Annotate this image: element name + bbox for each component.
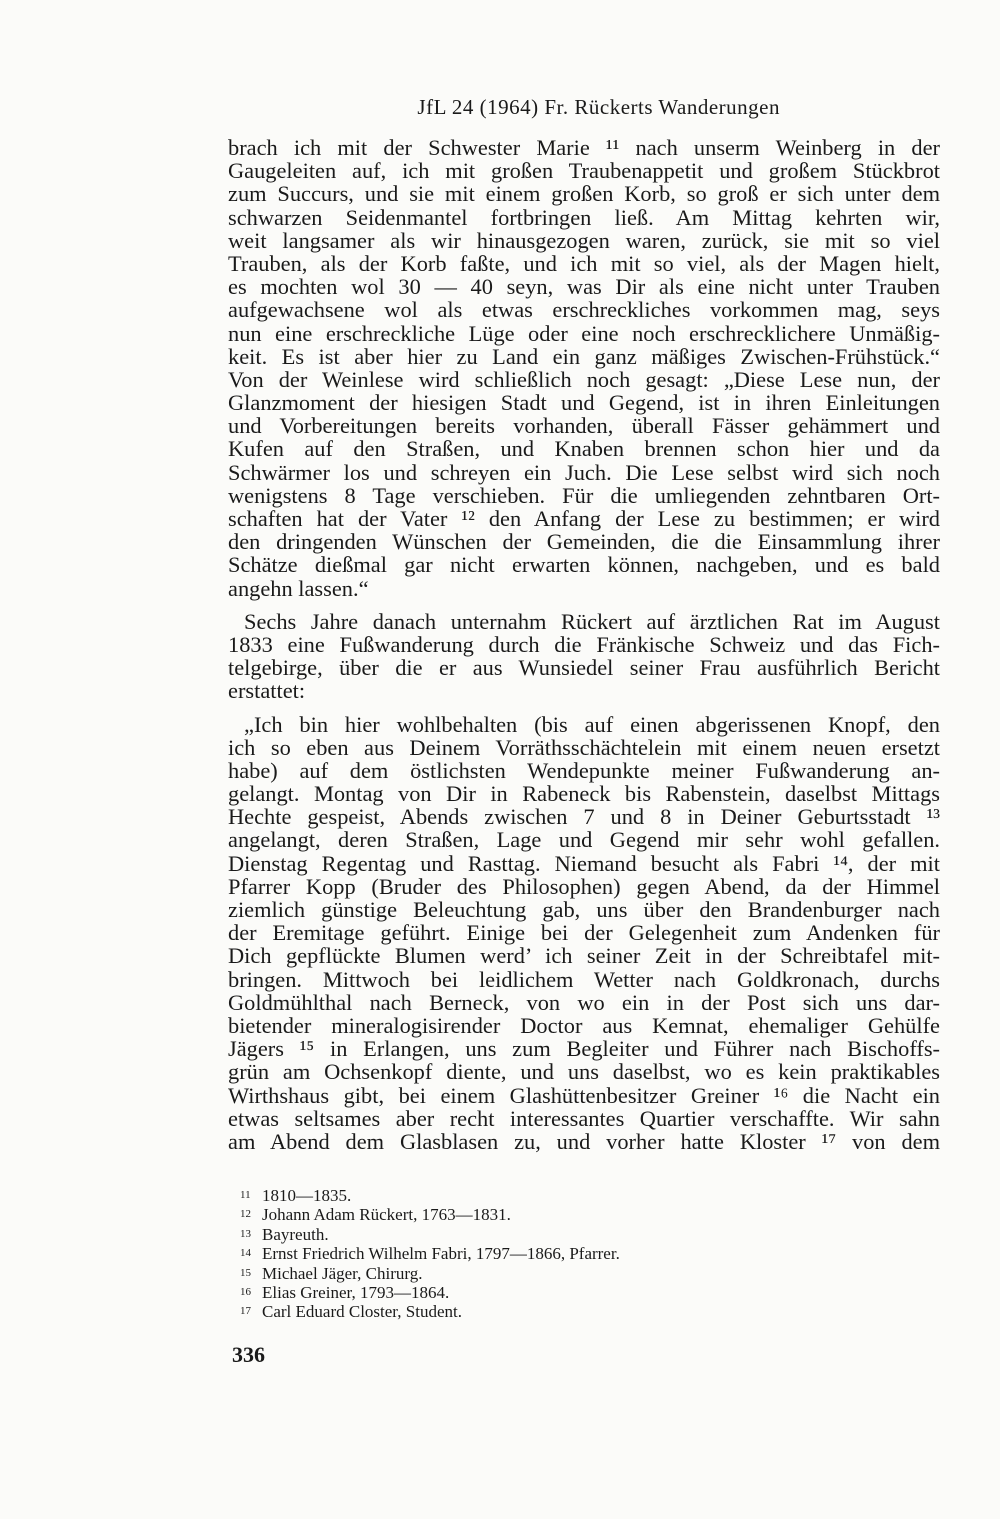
text-line: bietender mineralogisirender Doctor aus Kemnat, ehemaliger Gehülfe bbox=[228, 1012, 940, 1038]
body-text bbox=[228, 136, 940, 1153]
text-line: Jägers ¹⁵ in Erlangen, uns zum Begleiter und Führer nach Bischoffs- bbox=[228, 1036, 940, 1062]
text-line: ich so eben aus Deinem Vorräthsschächtelein mit einem neuen ersetzt bbox=[228, 734, 940, 760]
footnote bbox=[240, 1302, 840, 1321]
text-line: angehn lassen.“ bbox=[228, 575, 369, 601]
text-line: nun eine erschreckliche Lüge oder eine noch erschrecklichere Unmäßig- bbox=[228, 320, 940, 346]
text-line: zum Succurs, und sie mit einem großen Korb, so groß er sich unter dem bbox=[228, 181, 940, 207]
text-line: Dich gepflückte Blumen werd’ ich seiner Zeit in der Schreibtafel mit- bbox=[228, 943, 940, 969]
text-line: und Vorbereitungen bereits vorhanden, überall Fässer gehämmert und bbox=[228, 413, 940, 439]
text-line: weit langsamer als wir hinausgezogen waren, zurück, sie mit so viel bbox=[228, 227, 940, 253]
text-line: ziemlich günstige Beleuchtung gab, uns über den Brandenburger nach bbox=[228, 897, 940, 922]
text-line: wenigstens 8 Tage verschieben. Für die umliegenden zehntbaren Ort- bbox=[228, 482, 940, 508]
footnote-number: 11 bbox=[240, 1189, 251, 1201]
text-line: Kufen auf den Straßen, und Knaben brennen schon hier und da bbox=[228, 436, 940, 462]
text-line: erstattet: bbox=[228, 678, 306, 704]
footnote bbox=[240, 1244, 840, 1263]
text-line: Dienstag Regentag und Rasttag. Niemand besucht als Fabri ¹⁴, der mit bbox=[228, 850, 940, 876]
text-line: aufgewachsene wol als etwas erschreckliches vorkommen mag, seys bbox=[228, 297, 940, 323]
text-line: habe) auf dem östlichsten Wendepunkte meiner Fußwanderung an- bbox=[228, 757, 940, 783]
footnote-text: Elias Greiner, 1793—1864. bbox=[262, 1283, 450, 1303]
text-line: keit. Es ist aber hier zu Land ein ganz mäßiges Zwischen-Frühstück.“ bbox=[228, 343, 940, 369]
text-line: Wirthshaus gibt, bei einem Glashüttenbesitzer Greiner ¹⁶ die Nacht ein bbox=[228, 1082, 940, 1108]
text-line: telgebirge, über die er aus Wunsiedel seiner Frau ausführlich Bericht bbox=[228, 655, 940, 681]
footnotes bbox=[240, 1186, 840, 1322]
text-line: schaften hat der Vater ¹² den Anfang der Lese zu bestimmen; er wird bbox=[228, 506, 940, 531]
text-line: Gaugeleiten auf, ich mit großen Traubenappetit und großem Stückbrot bbox=[228, 158, 940, 184]
text-line: den dringenden Wünschen der Gemeinden, die die Einsammlung ihrer bbox=[228, 529, 940, 555]
footnote-text: Bayreuth. bbox=[262, 1224, 329, 1244]
footnote-text: Ernst Friedrich Wilhelm Fabri, 1797—1866, Pfarrer. bbox=[262, 1244, 620, 1264]
text-line: Glanzmoment der hiesigen Stadt und Gegend, ist in ihren Einleitungen bbox=[228, 390, 940, 416]
text-line: bringen. Mittwoch bei leidlichem Wetter nach Goldkronach, durchs bbox=[228, 966, 940, 992]
page-number: 336 bbox=[232, 1342, 265, 1367]
text-line: Pfarrer Kopp (Bruder des Philosophen) gegen Abend, da der Himmel bbox=[228, 873, 940, 899]
text-line: Schwärmer los und schreyen ein Juch. Die Lese selbst wird sich noch bbox=[228, 459, 940, 485]
footnote-number: 17 bbox=[240, 1305, 251, 1318]
footnote-number: 15 bbox=[240, 1266, 251, 1279]
text-line: Von der Weinlese wird schließlich noch gesagt: „Diese Lese nun, der bbox=[228, 366, 940, 392]
text-line: am Abend dem Glasblasen zu, und vorher hatte Kloster ¹⁷ von dem bbox=[228, 1128, 940, 1154]
footnote-text: Michael Jäger, Chirurg. bbox=[262, 1263, 423, 1283]
footnote-text: 1810—1835. bbox=[262, 1186, 352, 1205]
text-line: Hechte gespeist, Abends zwischen 7 und 8 in Deiner Geburtsstadt ¹³ bbox=[228, 804, 940, 830]
footnote bbox=[240, 1264, 840, 1283]
footnote bbox=[240, 1186, 840, 1205]
text-line: schwarzen Seidenmantel fortbringen ließ. Am Mittag kehrten wir, bbox=[228, 204, 940, 230]
footnote-number: 16 bbox=[240, 1286, 251, 1299]
footnote bbox=[240, 1225, 840, 1244]
text-line: der Eremitage geführt. Einige bei der Gelegenheit zum Andenken für bbox=[228, 920, 940, 946]
text-line: Schätze dießmal gar nicht erwarten können, nachgeben, und es bald bbox=[228, 552, 940, 578]
text-line: Goldmühlthal nach Berneck, von wo ein in der Post sich uns dar- bbox=[228, 989, 940, 1015]
footnote-text: Johann Adam Rückert, 1763—1831. bbox=[262, 1205, 511, 1225]
text-line: grün am Ochsenkopf diente, und uns daselbst, wo es kein praktikables bbox=[228, 1059, 940, 1085]
footnote-number: 14 bbox=[240, 1247, 251, 1260]
footnote bbox=[240, 1205, 840, 1224]
text-line: etwas seltsames aber recht interessantes Quartier verschaffte. Wir sahn bbox=[228, 1105, 940, 1131]
text-line: gelangt. Montag von Dir in Rabeneck bis Rabenstein, daselbst Mittags bbox=[228, 781, 940, 807]
running-header: JfL 24 (1964) Fr. Rückerts Wanderungen bbox=[417, 95, 780, 119]
text-line: brach ich mit der Schwester Marie ¹¹ nach unserm Weinberg in der bbox=[228, 135, 940, 160]
text-line: „Ich bin hier wohlbehalten (bis auf einen abgerissenen Knopf, den bbox=[244, 711, 940, 737]
text-line: 1833 eine Fußwanderung durch die Fränkische Schweiz und das Fich- bbox=[228, 631, 940, 657]
footnote-number: 12 bbox=[240, 1208, 251, 1221]
text-line: Sechs Jahre danach unternahm Rückert auf ärztlichen Rat im August bbox=[244, 608, 940, 634]
footnote-text: Carl Eduard Closter, Student. bbox=[262, 1302, 462, 1322]
text-line: angelangt, deren Straßen, Lage und Gegend mir sehr wohl gefallen. bbox=[228, 827, 940, 853]
text-line: Trauben, als der Korb faßte, und ich mit so viel, als der Magen hielt, bbox=[228, 250, 940, 276]
footnote bbox=[240, 1283, 840, 1302]
footnote-number: 13 bbox=[240, 1227, 251, 1240]
text-line: es mochten wol 30 — 40 seyn, was Dir als eine nicht unter Trauben bbox=[228, 274, 940, 300]
